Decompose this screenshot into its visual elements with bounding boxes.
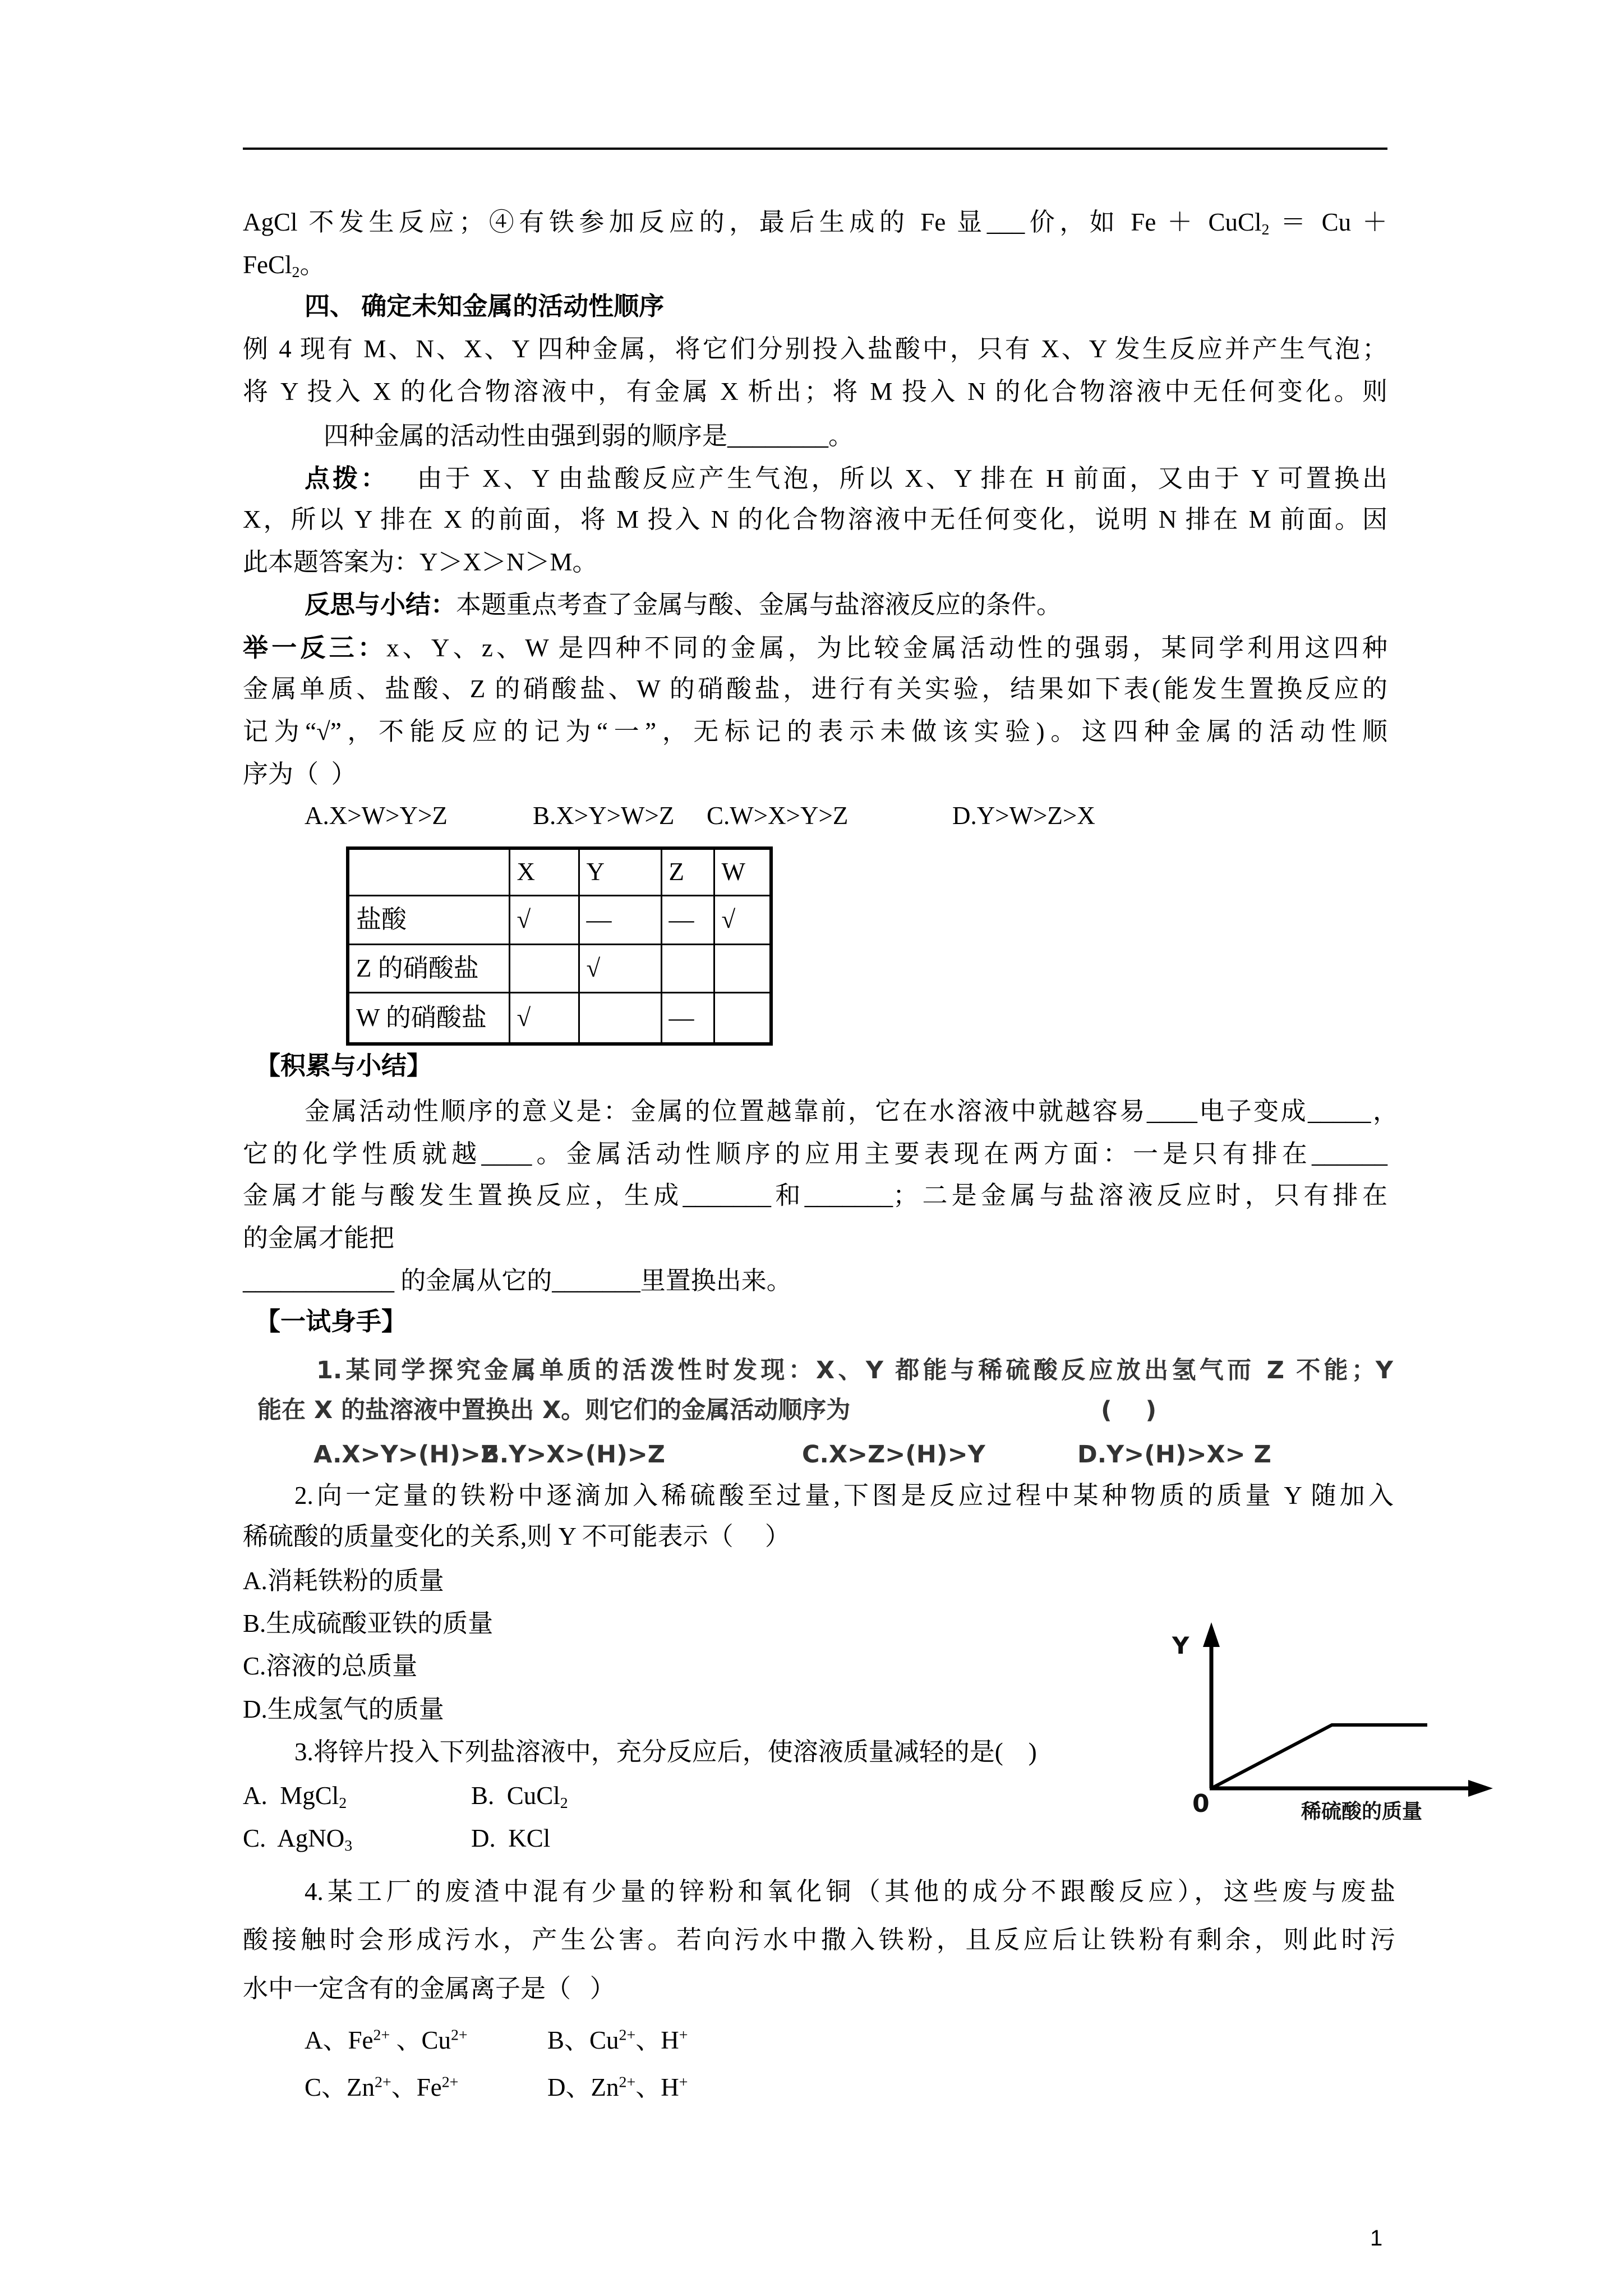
q3-option-b: [471, 1774, 568, 1817]
table-cell: [714, 992, 771, 1044]
table-row-label: 盐酸: [348, 895, 509, 944]
q1-option-b: B.Y>X>(H)>Z: [481, 1441, 665, 1469]
practice-line-1: [243, 627, 1387, 669]
table-corner-cell: [348, 848, 509, 895]
q1-option-a: A.X>Y>(H)>Z: [313, 1441, 499, 1469]
q3-stem: 3.将锌片投入下列盐溶液中，充分反应后，使溶液质量减轻的是( ): [294, 1738, 1037, 1766]
reflection-text: 本题重点考查了金属与酸、金属与盐溶液反应的条件。: [456, 591, 1062, 619]
table-cell: [661, 944, 714, 992]
q1-option-c: C.X>Z>(H)>Y: [802, 1441, 985, 1469]
practice-line-1-text: x、Y、z、W 是四种不同的金属，为比较金属活动性的强弱，某同学利用这四种: [386, 634, 1387, 662]
q3-option-c: [243, 1817, 352, 1860]
q1-option-d: D.Y>(H)>X> Z: [1077, 1441, 1271, 1469]
ion-charge: 2+: [619, 2073, 636, 2091]
table-row: [348, 992, 771, 1044]
hint-line-1-text: 由于 X、Y 由盐酸反应产生气泡，所以 X、Y 排在 H 前面，又由于 Y 可置换出: [417, 464, 1387, 493]
reflection-label: 反思与小结：: [305, 591, 457, 619]
q3-option-c-subscript: 3: [344, 1837, 353, 1855]
table-cell: √: [509, 895, 579, 944]
ion-charge: 2+: [619, 2026, 636, 2044]
practice-line-3: 记为“√”，不能反应的记为“一”，无标记的表示未做该实验)。这四种金属的活动性顺: [243, 717, 1387, 746]
reaction-table: [346, 846, 773, 1046]
page-number: 1: [1370, 2226, 1383, 2251]
table-header-cell: Z: [661, 848, 714, 895]
table-row: [348, 944, 771, 992]
table-row-label: Z 的硝酸盐: [348, 944, 509, 992]
q2-line-2: 稀硫酸的质量变化的关系,则 Y 不可能表示（ ）: [243, 1522, 790, 1550]
table-cell: —: [661, 895, 714, 944]
ion-charge: 2+: [373, 2026, 390, 2044]
summary-line-2: 它的化学性质就越____。金属活动性顺序的应用主要表现在两方面：一是只有排在______: [243, 1140, 1387, 1168]
q4-option-c-text-2: 、Fe: [391, 2073, 442, 2101]
q3-option-b-subscript: 2: [560, 1794, 568, 1812]
q2-option-b: B.生成硫酸亚铁的质量: [243, 1609, 494, 1637]
graph-x-axis-arrow: [1468, 1780, 1493, 1797]
summary-line-4: 的金属才能把: [243, 1224, 395, 1252]
table-header-cell: X: [509, 848, 579, 895]
intro-line-1-text: AgCl 不发生反应；④有铁参加反应的，最后生成的 Fe 显___价，如 Fe ＋ CuCl: [243, 208, 1262, 236]
practice-line-2: 金属单质、盐酸、Z 的硝酸盐、W 的硝酸盐，进行有关实验，结果如下表(能发生置换反应的: [243, 675, 1387, 703]
hint-label: 点拨：: [305, 464, 389, 493]
practice-option-d: D.Y>W>Z>X: [952, 802, 1095, 830]
q3-option-a-text: A. MgCl: [243, 1782, 339, 1810]
graph-x-label: 稀硫酸的质量: [1301, 1800, 1423, 1823]
q4-line-1: 4.某工厂的废渣中混有少量的锌粉和氧化铜（其他的成分不跟酸反应），这些废与废盐: [305, 1878, 1395, 1906]
q4-option-c: [305, 2066, 458, 2109]
q4-option-d-text-1: D、Zn: [547, 2073, 619, 2101]
q2-line-1: 2.向一定量的铁粉中逐滴加入稀硫酸至过量,下图是反应过程中某种物质的质量 Y 随加入: [294, 1481, 1394, 1510]
header-rule: [243, 148, 1387, 150]
table-cell: √: [579, 944, 661, 992]
exercises-heading: 【一试身手】: [255, 1308, 407, 1336]
table-cell: [714, 944, 771, 992]
table-cell: —: [661, 992, 714, 1044]
hint-line-3: 此本题答案为：Y＞X＞N＞M。: [243, 548, 598, 576]
q4-line-2: 酸接触时会形成污水，产生公害。若向污水中撒入铁粉，且反应后让铁粉有剩余，则此时污: [243, 1926, 1395, 1954]
table-cell: —: [579, 895, 661, 944]
table-header-cell: Y: [579, 848, 661, 895]
q4-option-d: [547, 2066, 688, 2109]
q4-option-a-text-1: A、Fe: [305, 2026, 374, 2054]
intro-line-1: [243, 201, 1387, 243]
hint-line-1: [305, 457, 1387, 500]
example-line-1: 例 4 现有 M、N、X、Y 四种金属，将它们分别投入盐酸中，只有 X、Y 发生反应并产生气泡；: [243, 335, 1387, 363]
practice-option-c: C.W>X>Y>Z: [707, 802, 849, 830]
q4-option-a-text-2: 、Cu: [390, 2026, 451, 2054]
summary-line-1: 金属活动性顺序的意义是：金属的位置越靠前，它在水溶液中就越容易____电子变成_____，: [305, 1097, 1398, 1125]
section-4-heading: 四、 确定未知金属的活动性顺序: [305, 292, 665, 320]
example-line-3: 四种金属的活动性由强到弱的顺序是________。: [324, 422, 854, 450]
ion-charge: 2+: [450, 2026, 468, 2044]
practice-option-b: B.X>Y>W>Z: [533, 802, 675, 830]
intro-line-1-subscript: 2: [1261, 220, 1270, 238]
table-cell: [509, 944, 579, 992]
practice-option-a: A.X>W>Y>Z: [305, 802, 448, 830]
table-cell: [579, 992, 661, 1044]
ion-charge: 2+: [375, 2073, 391, 2091]
table-header-row: [348, 848, 771, 895]
intro-line-2-end: 。: [299, 251, 325, 279]
q4-option-c-text-1: C、Zn: [305, 2073, 375, 2101]
q1-answer-paren: ( ): [1101, 1396, 1157, 1424]
table-row-label: W 的硝酸盐: [348, 992, 509, 1044]
reflection-line: [305, 583, 1062, 626]
table-row: [348, 895, 771, 944]
q3-option-d: D. KCl: [471, 1824, 551, 1852]
hint-line-2: X，所以 Y 排在 X 的前面，将 M 投入 N 的化合物溶液中无任何变化，说明 N 排在 M 前面。因: [243, 505, 1387, 533]
table-cell: √: [714, 895, 771, 944]
q2-option-d: D.生成氢气的质量: [243, 1695, 444, 1723]
q3-option-a-subscript: 2: [339, 1794, 347, 1812]
graph-origin-label: 0: [1192, 1789, 1210, 1818]
intro-line-2: [243, 243, 325, 286]
summary-heading: 【积累与小结】: [255, 1052, 432, 1080]
summary-line-3: 金属才能与酸发生置换反应，生成_______和_______；二是金属与盐溶液反应时，只有排在: [243, 1181, 1387, 1209]
table-header-cell: W: [714, 848, 771, 895]
ion-charge: 2+: [441, 2073, 459, 2091]
intro-line-1-end: ＝ Cu ＋: [1269, 208, 1387, 236]
ion-charge: +: [679, 2073, 688, 2091]
q2-option-a: A.消耗铁粉的质量: [243, 1567, 444, 1595]
graph-y-label: Y: [1172, 1632, 1189, 1659]
q3-option-b-text: B. CuCl: [471, 1782, 560, 1810]
q2-graph: [1178, 1616, 1503, 1801]
q4-option-b-text-1: B、Cu: [547, 2026, 619, 2054]
table-cell: √: [509, 992, 579, 1044]
practice-line-4: 序为（ ）: [243, 760, 357, 788]
q3-option-a: [243, 1774, 347, 1817]
q1-line-2: 能在 X 的盐溶液中置换出 X。则它们的金属活动顺序为: [257, 1396, 851, 1424]
graph-curve: [1211, 1725, 1427, 1788]
q4-line-3: 水中一定含有的金属离子是（ ）: [243, 1975, 615, 2003]
q1-line-1: 1.某同学探究金属单质的活泼性时发现：X、Y 都能与稀硫酸反应放出氢气而 Z 不能；Y: [316, 1356, 1393, 1384]
summary-line-5: ____________ 的金属从它的_______里置换出来。: [243, 1267, 792, 1295]
intro-line-2-subscript: 2: [292, 263, 300, 281]
q4-option-b-text-2: 、H: [635, 2026, 679, 2054]
practice-label: 举一反三：: [243, 634, 387, 662]
q2-option-c: C.溶液的总质量: [243, 1652, 418, 1680]
q4-option-d-text-2: 、H: [635, 2073, 679, 2101]
intro-line-2-text: FeCl: [243, 251, 292, 279]
example-line-2: 将 Y 投入 X 的化合物溶液中，有金属 X 析出；将 M 投入 N 的化合物溶液中无任何变化。则: [243, 378, 1387, 406]
graph-y-axis-arrow: [1203, 1622, 1220, 1647]
q4-option-a: [305, 2019, 468, 2062]
q4-option-b: [547, 2019, 688, 2062]
ion-charge: +: [679, 2026, 688, 2044]
q3-option-c-text: C. AgNO: [243, 1824, 345, 1852]
